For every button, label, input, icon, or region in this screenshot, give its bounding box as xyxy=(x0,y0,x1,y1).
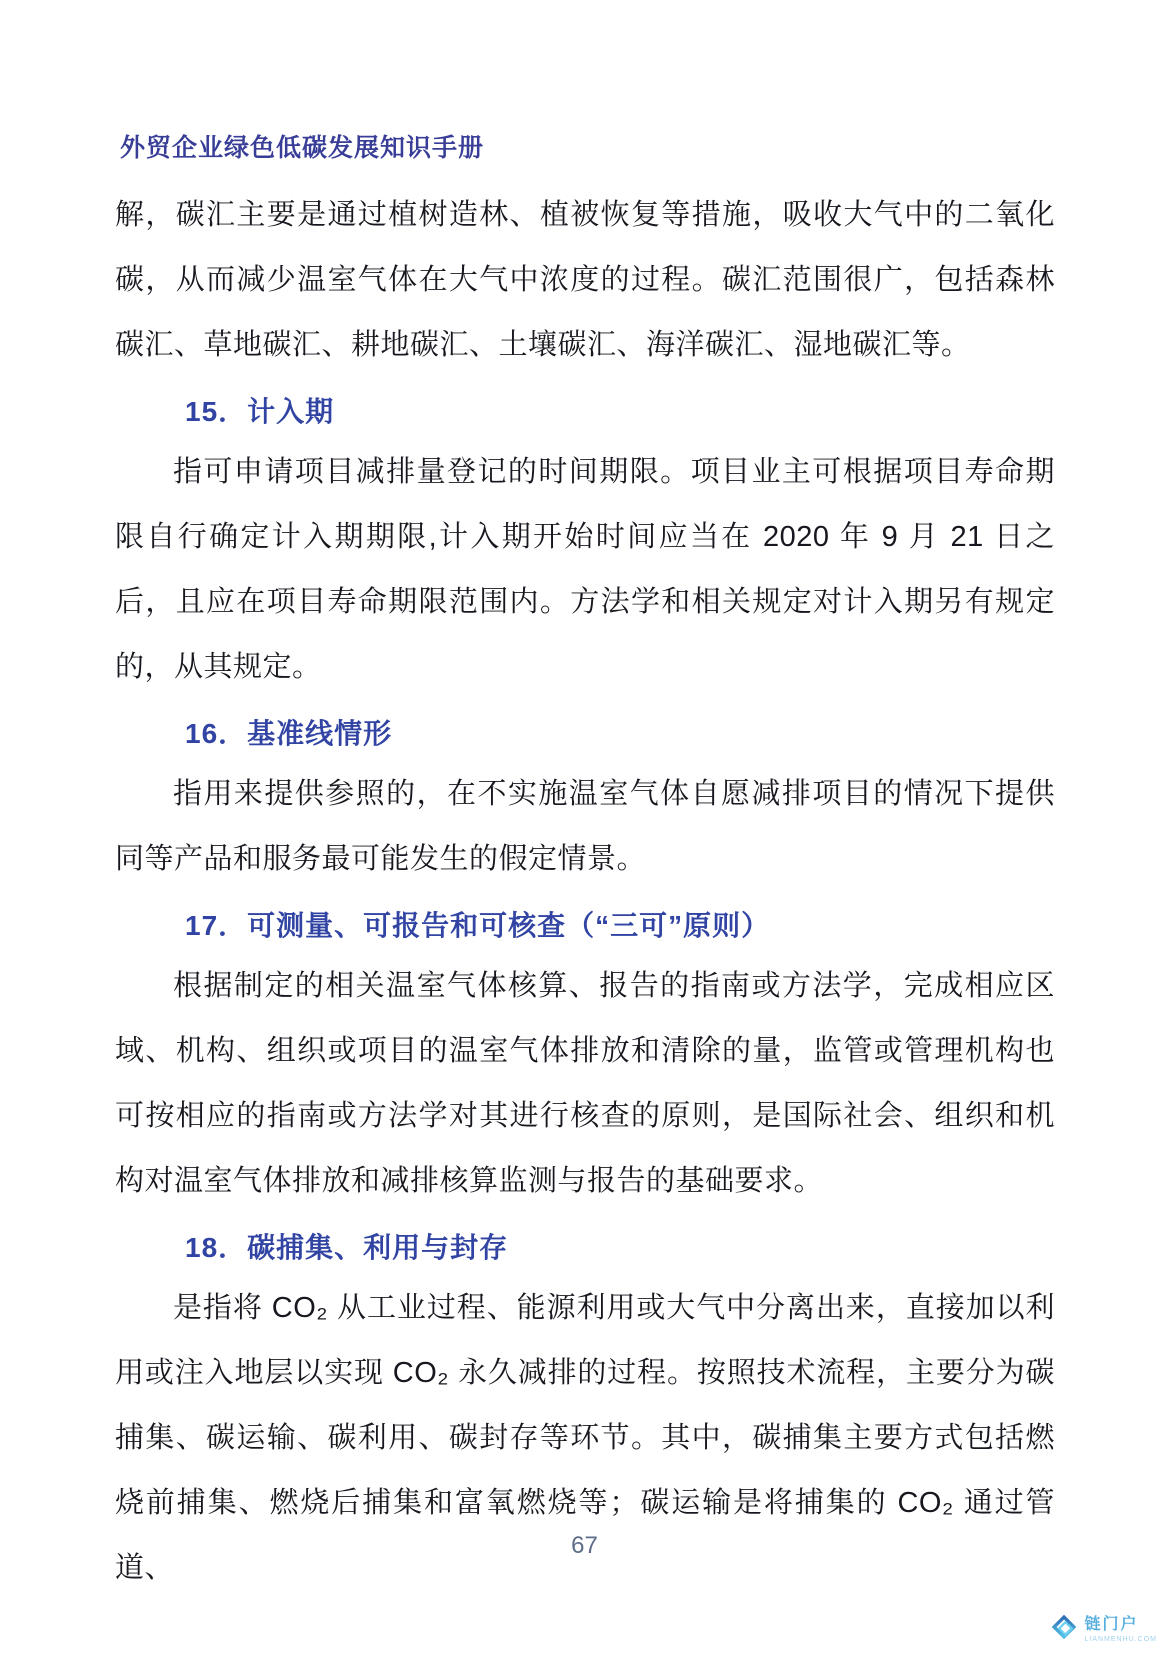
page-number: 67 xyxy=(571,1532,598,1559)
section-heading-15-crediting-period: 15．计入期 xyxy=(185,396,335,427)
page-content xyxy=(115,183,1055,1601)
section-paragraph-17-mrv-principle: 根据制定的相关温室气体核算、报告的指南或方法学，完成相应区域、机构、组织或项目的温室气体排放和清除的量，监管或管理机构也可按相应的指南或方法学对其进行核查的原则，是国际社会、组织和机构对温室气体排放和减排核算监测与报告的基础要求。 xyxy=(115,970,1055,1197)
section-paragraph-18-ccus: 是指将 CO₂ 从工业过程、能源利用或大气中分离出来，直接加以利用或注入地层以实现 CO₂ 永久减排的过程。按照技术流程，主要分为碳捕集、碳运输、碳利用、碳封存等环节。其中，碳捕集主要方式包括燃烧前捕集、燃烧后捕集和富氧燃烧等；碳运输是将捕集的 CO₂ 通过管道、 xyxy=(115,1292,1055,1584)
section-heading-16-baseline-scenario: 16．基准线情形 xyxy=(185,718,393,749)
diamond-chain-icon xyxy=(1049,1612,1079,1647)
section-heading-18-ccus: 18．碳捕集、利用与封存 xyxy=(185,1232,509,1263)
document-header-title: 外贸企业绿色低碳发展知识手册 xyxy=(120,134,485,162)
paragraph-carbon-sink-continued: 解，碳汇主要是通过植树造林、植被恢复等措施，吸收大气中的二氧化碳，从而减少温室气体在大气中浓度的过程。碳汇范围很广，包括森林碳汇、草地碳汇、耕地碳汇、土壤碳汇、海洋碳汇、湿地碳汇等。 xyxy=(115,199,1055,361)
section-paragraph-16-baseline-scenario: 指用来提供参照的，在不实施温室气体自愿减排项目的情况下提供同等产品和服务最可能发生的假定情景。 xyxy=(115,778,1055,875)
section-heading-17-mrv-principle: 17．可测量、可报告和可核查（“三可”原则） xyxy=(185,910,771,941)
watermark-logo xyxy=(1049,1612,1157,1647)
logo-name: 链门户 xyxy=(1084,1615,1139,1633)
logo-text-block xyxy=(1084,1617,1157,1643)
section-paragraph-15-crediting-period: 指可申请项目减排量登记的时间期限。项目业主可根据项目寿命期限自行确定计入期期限,计入期开始时间应当在 2020 年 9 月 21 日之后，且应在项目寿命期限范围内。方法学和相关规定对计入期另有规定的，从其规定。 xyxy=(115,456,1055,683)
logo-domain: LIANMENHU.COM xyxy=(1084,1635,1157,1643)
